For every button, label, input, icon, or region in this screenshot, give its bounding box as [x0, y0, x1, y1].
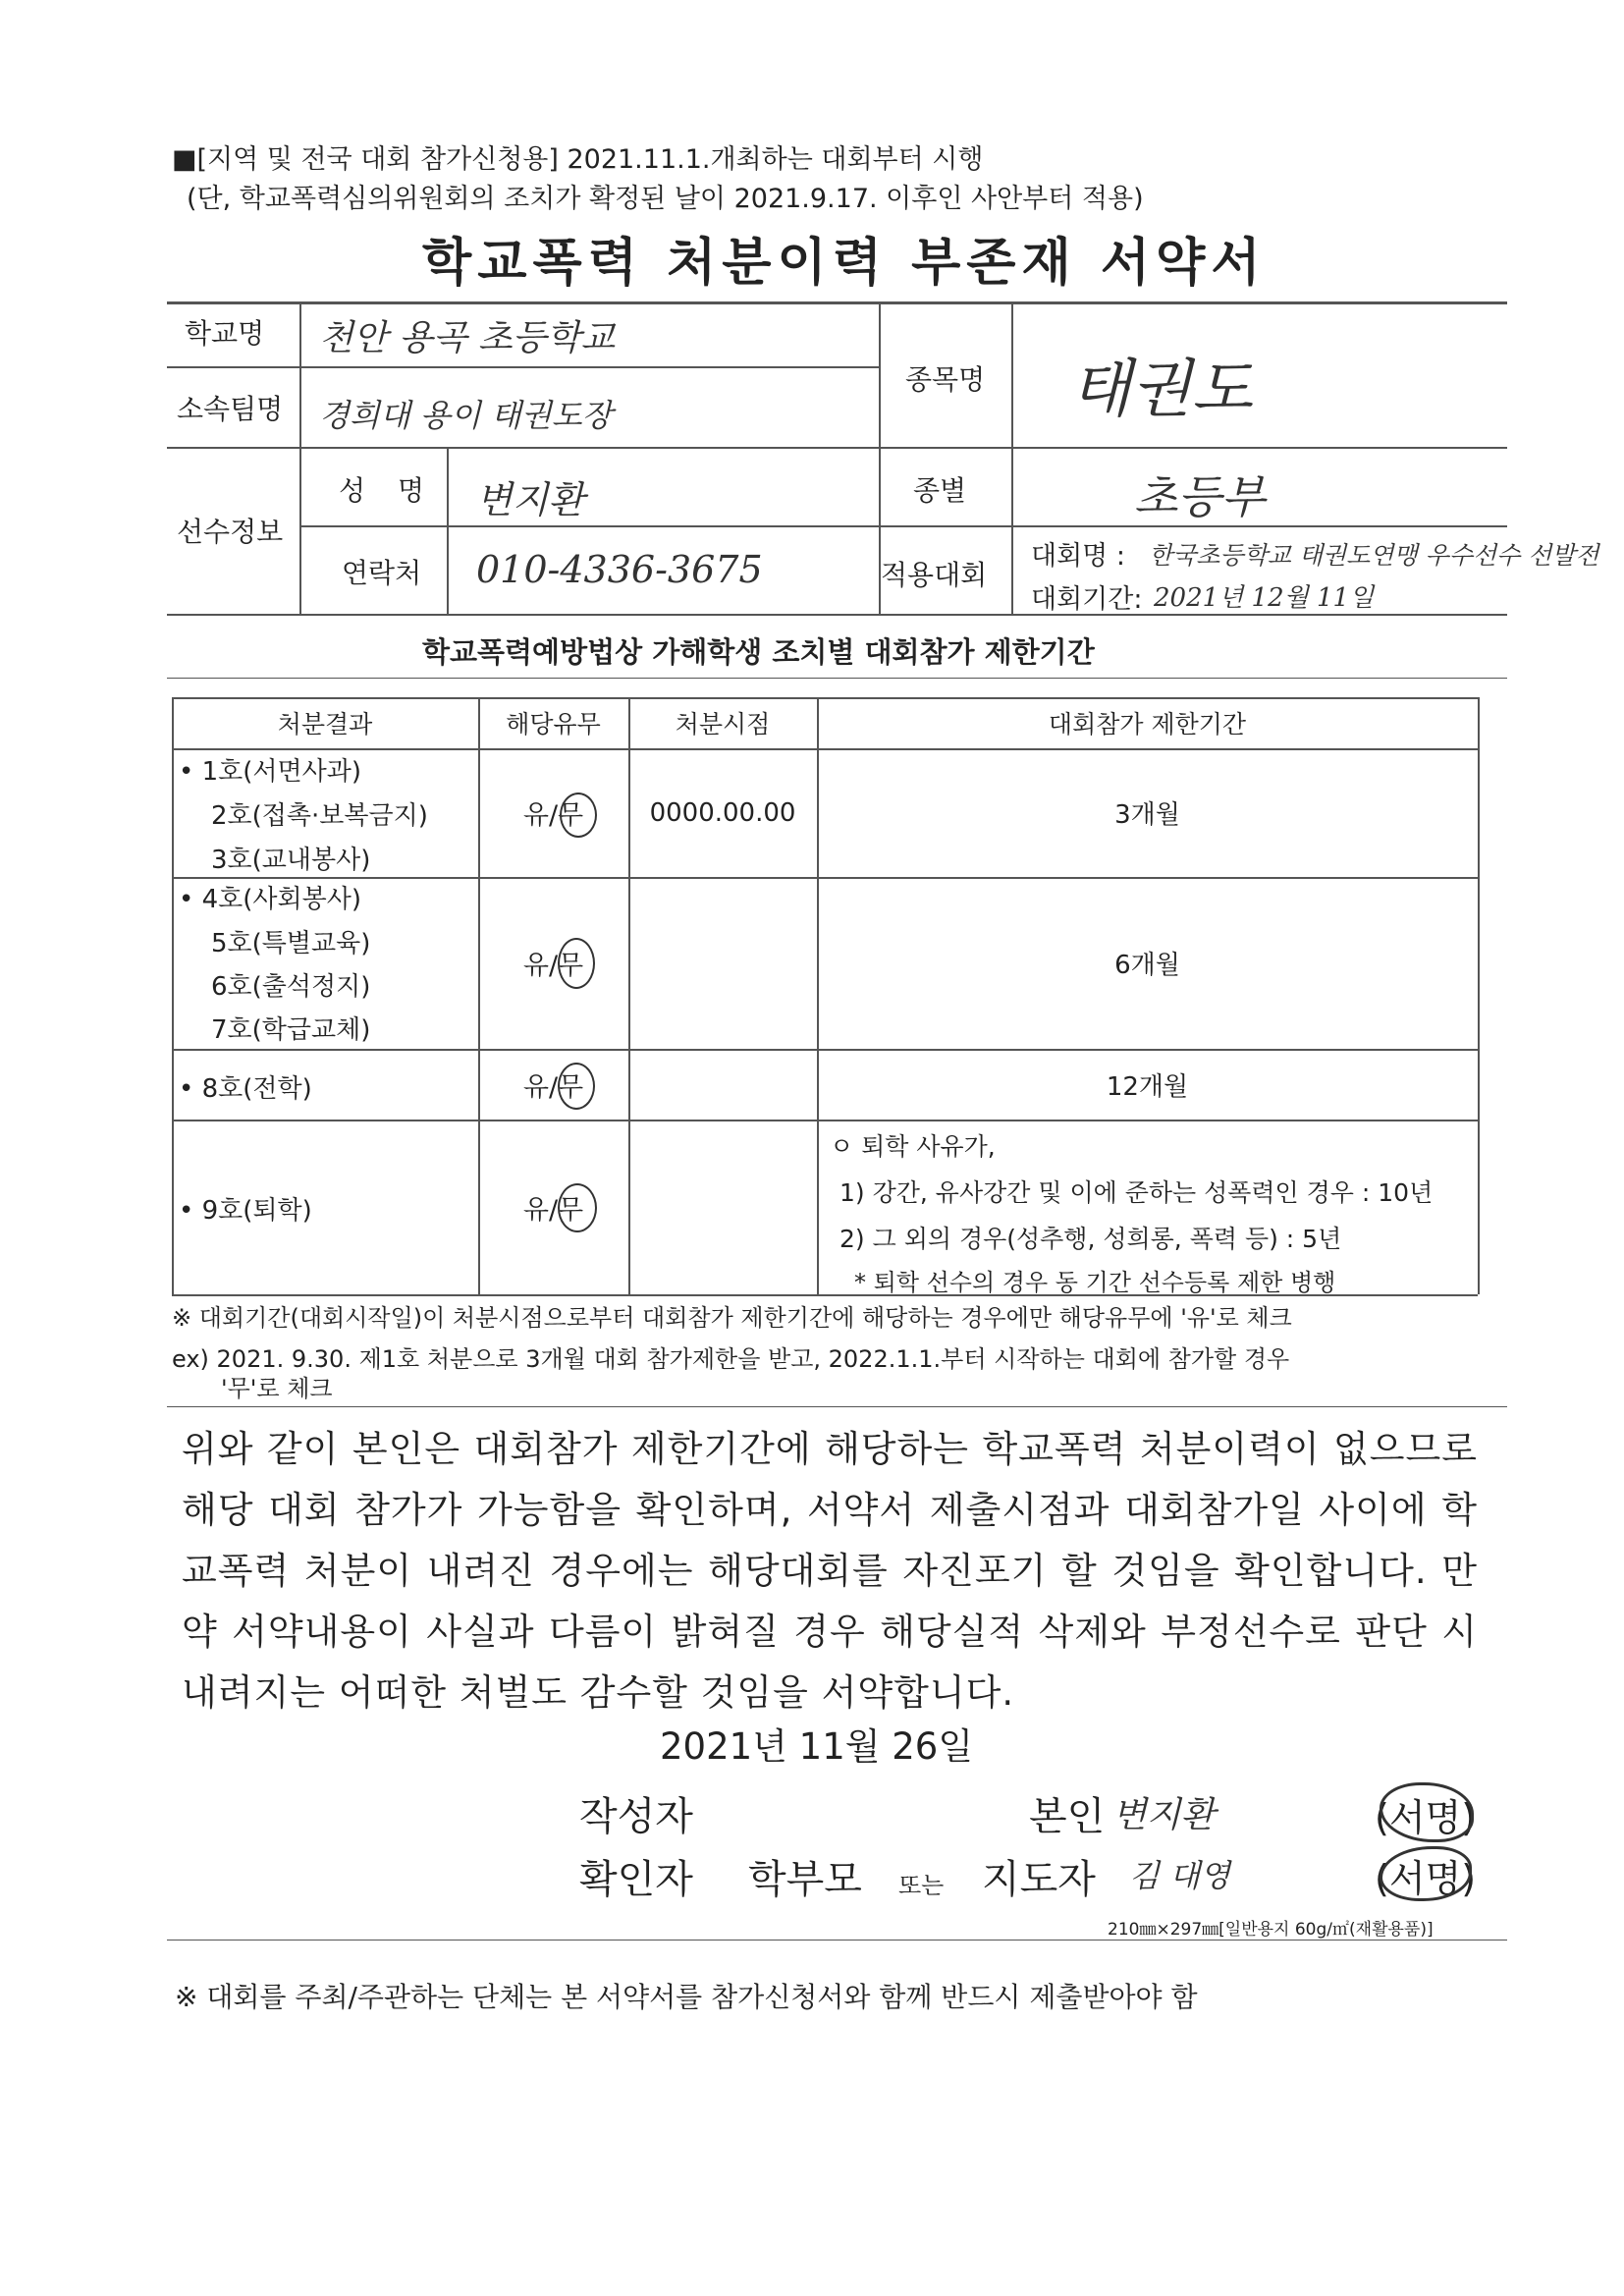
row4-period-line-4: * 퇴학 선수의 경우 동 기간 선수등록 제한 병행 — [854, 1269, 1336, 1296]
row4-item-1: • 9호(퇴학) — [179, 1196, 312, 1226]
row2-item-2: 5호(특별교육) — [211, 929, 371, 958]
team-label: 소속팀명 — [177, 393, 284, 425]
coach-signature-name: 김 대영 — [1129, 1857, 1230, 1894]
row2-item-1: • 4호(사회봉사) — [179, 885, 362, 914]
competition-name-label: 대회명 : — [1031, 541, 1125, 572]
info-line-2 — [167, 447, 1507, 449]
team-value: 경희대 용이 태권도장 — [319, 397, 613, 434]
player-info-label: 선수정보 — [177, 516, 284, 548]
contact-value: 010-4336-3675 — [476, 548, 763, 591]
info-col-2 — [447, 447, 449, 614]
pledge-text: 위와 같이 본인은 대회참가 제한기간에 해당하는 학교폭력 처분이력이 없으므로 해당 대회 참가가 가능함을 확인하며, 서약서 제출시점과 대회참가일 사이에 학교폭력 처분이 내려진 경우에는 해당대회를 자진포기 할 것임을 확인합니다. 만약 서약내용이 사실과 다름이 밝혀질 경우 해당실적 삭제와 부정선수로 판단 시 내려지는 어떠한 처벌도 감수할 것임을 서약합니다. — [182, 1428, 1478, 1714]
competition-period-label: 대회기간: — [1031, 584, 1143, 615]
row4-period-line-1: ㅇ 퇴학 사유가, — [830, 1132, 996, 1161]
name-label: 성 명 — [339, 474, 436, 507]
competition-period-value: 2021년 12월 11일 — [1154, 583, 1375, 613]
row3-item-1: • 8호(전학) — [179, 1074, 312, 1104]
info-col-4 — [1011, 301, 1013, 614]
header-result: 처분결과 — [277, 710, 373, 738]
row2-date — [628, 877, 817, 1049]
school-value: 천안 용곡 초등학교 — [319, 318, 616, 358]
contact-label: 연락처 — [342, 557, 422, 589]
notice-line-1: ■[지역 및 전국 대회 참가신청용] 2021.11.1.개최하는 대회부터 시행 — [172, 144, 984, 175]
row1-yn: 유/무 — [522, 800, 584, 831]
row2-yn: 유/무 — [522, 951, 584, 981]
event-value: 태권도 — [1070, 354, 1253, 426]
row2-item-3: 6호(출석정지) — [211, 972, 371, 1002]
note-2: ex) 2021. 9.30. 제1호 처분으로 3개월 대회 참가제한을 받고, 2022.1.1.부터 시작하는 대회에 참가할 경우 — [172, 1345, 1290, 1373]
row2-check-mark — [558, 938, 595, 989]
row1-item-1: • 1호(서면사과) — [179, 757, 362, 787]
info-line-3 — [299, 525, 1507, 527]
row4-date — [628, 1120, 817, 1294]
pledge-date: 2021년 11월 26일 — [660, 1725, 974, 1768]
header-applicable: 해당유무 — [506, 710, 601, 738]
row2-item-4: 7호(학급교체) — [211, 1015, 371, 1045]
info-top-border — [167, 301, 1507, 304]
self-sign-placeholder: (서명) — [1375, 1796, 1477, 1839]
rt-left — [172, 697, 174, 1294]
division-value: 초등부 — [1134, 470, 1266, 523]
name-value: 변지환 — [476, 478, 585, 521]
row3-yn: 유/무 — [522, 1071, 584, 1103]
note-3: '무'로 체크 — [221, 1375, 333, 1402]
footer-note: ※ 대회를 주최/주관하는 단체는 본 서약서를 참가신청서와 함께 반드시 제출받아야 함 — [175, 1981, 1198, 2013]
restriction-title-rule — [167, 678, 1507, 679]
paper-spec-rule — [167, 1940, 1507, 1941]
division-label: 종별 — [913, 474, 967, 507]
event-label: 종목명 — [905, 363, 986, 396]
info-line-1 — [167, 366, 879, 368]
row3-period: 12개월 — [1106, 1071, 1189, 1102]
confirmer-label: 확인자 — [579, 1857, 693, 1902]
or-label: 또는 — [898, 1872, 945, 1899]
row2-period: 6개월 — [1114, 951, 1180, 980]
rt-right — [1478, 697, 1480, 1294]
coach-label: 지도자 — [982, 1857, 1096, 1902]
competition-label: 적용대회 — [881, 559, 988, 591]
header-date: 처분시점 — [675, 710, 771, 738]
row1-period: 3개월 — [1114, 800, 1180, 830]
info-col-1 — [299, 301, 301, 614]
header-period: 대회참가 제한기간 — [1048, 710, 1247, 738]
school-label: 학교명 — [185, 317, 265, 350]
notice-line-2: (단, 학교폭력심의위원회의 조치가 확정된 날이 2021.9.17. 이후인 사안부터 적용) — [187, 184, 1144, 214]
row1-item-3: 3호(교내봉사) — [211, 846, 371, 875]
restriction-title: 학교폭력예방법상 가해학생 조치별 대회참가 제한기간 — [422, 635, 1095, 669]
paper-spec: 210㎜×297㎜[일반용지 60g/㎡(재활용품)] — [1108, 1920, 1434, 1940]
row1-item-2: 2호(접촉·보복금지) — [211, 801, 428, 831]
row4-period-line-3: 2) 그 외의 경우(성추행, 성희롱, 폭력 등) : 5년 — [839, 1225, 1342, 1253]
self-signature-name: 변지환 — [1112, 1795, 1216, 1835]
notes-bottom-rule — [167, 1406, 1507, 1407]
row3-date — [628, 1049, 817, 1120]
row3-check-mark — [558, 1063, 595, 1110]
competition-name-value: 한국초등학교 태권도연맹 우수선수 선발전 — [1149, 541, 1599, 570]
coach-sign-placeholder: (서명) — [1375, 1857, 1477, 1900]
author-label: 작성자 — [579, 1794, 693, 1839]
note-1: ※ 대회기간(대회시작일)이 처분시점으로부터 대회참가 제한기간에 해당하는 경우에만 해당유무에 '유'로 체크 — [172, 1304, 1292, 1332]
rt-row3-bottom — [172, 1120, 1478, 1121]
parent-label: 학부모 — [748, 1857, 862, 1902]
info-bottom-border — [167, 614, 1507, 616]
document-title: 학교폭력 처분이력 부존재 서약서 — [422, 234, 1267, 293]
self-label: 본인 — [1029, 1794, 1106, 1839]
row1-date: 0000.00.00 — [649, 797, 796, 828]
row4-yn: 유/무 — [522, 1194, 584, 1226]
row4-check-mark — [558, 1183, 597, 1232]
row4-period-line-2: 1) 강간, 유사강간 및 이에 준하는 성폭력인 경우 : 10년 — [839, 1178, 1434, 1207]
row1-check-mark — [560, 793, 597, 838]
